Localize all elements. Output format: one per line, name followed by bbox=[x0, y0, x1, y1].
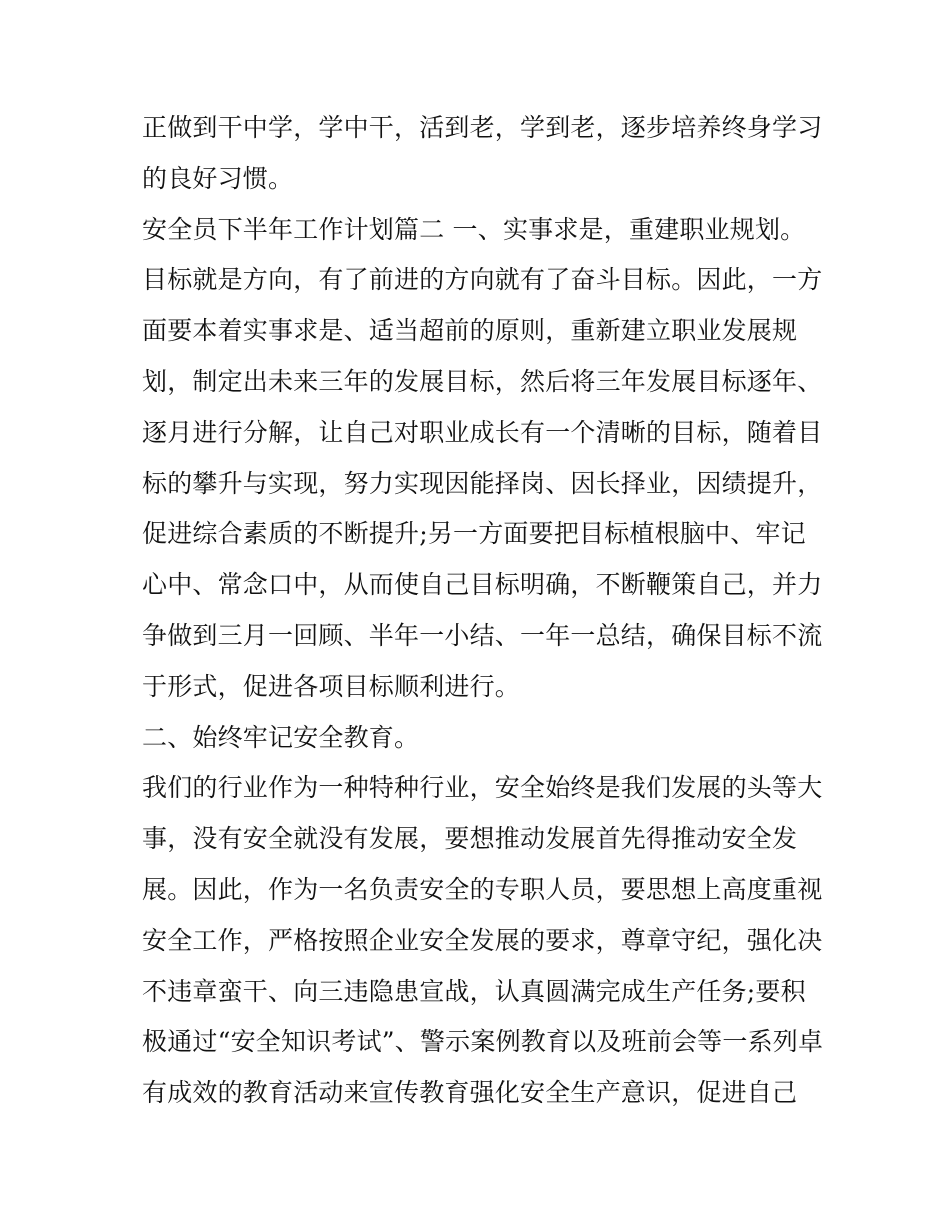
text-line: 不违章蛮干、向三违隐患宣战，认真圆满完成生产任务;要积 bbox=[142, 976, 806, 1006]
text-line: 事，没有安全就没有发展，要想推动发展首先得推动安全发 bbox=[142, 824, 798, 854]
text-line: 的良好习惯。 bbox=[142, 163, 294, 193]
section-heading-line: 安全员下半年工作计划篇二 一、实事求是，重建职业规划。 bbox=[142, 214, 806, 244]
text-line: 我们的行业作为一种特种行业，安全始终是我们发展的头等大 bbox=[142, 773, 823, 803]
text-line: 有成效的教育活动来宣传教育强化安全生产意识，促进自己 bbox=[142, 1078, 798, 1108]
text-line: 划，制定出未来三年的发展目标，然后将三年发展目标逐年、 bbox=[142, 366, 823, 396]
text-line: 极通过“安全知识考试”、警示案例教育以及班前会等一系列卓 bbox=[142, 1027, 824, 1057]
text-line: 安全工作，严格按照企业安全发展的要求，尊章守纪，强化决 bbox=[142, 925, 823, 955]
document-body bbox=[142, 103, 822, 1119]
section-heading-line: 二、始终牢记安全教育。 bbox=[142, 722, 420, 752]
text-line: 目标就是方向，有了前进的方向就有了奋斗目标。因此，一方 bbox=[142, 265, 823, 295]
text-line: 逐月进行分解，让自己对职业成长有一个清晰的目标，随着目 bbox=[142, 417, 823, 447]
text-line: 面要本着实事求是、适当超前的原则，重新建立职业发展规 bbox=[142, 316, 798, 346]
text-line: 标的攀升与实现，努力实现因能择岗、因长择业，因绩提升， bbox=[142, 468, 823, 498]
text-line: 争做到三月一回顾、半年一小结、一年一总结，确保目标不流 bbox=[142, 620, 823, 650]
text-line: 正做到干中学，学中干，活到老，学到老，逐步培养终身学习 bbox=[142, 113, 823, 142]
text-line: 于形式，促进各项目标顺利进行。 bbox=[142, 671, 521, 701]
text-line: 展。因此，作为一名负责安全的专职人员，要思想上高度重视 bbox=[142, 874, 823, 904]
text-line: 心中、常念口中，从而使自己目标明确，不断鞭策自己，并力 bbox=[142, 570, 823, 600]
text-line: 促进综合素质的不断提升;另一方面要把目标植根脑中、牢记 bbox=[142, 519, 806, 549]
